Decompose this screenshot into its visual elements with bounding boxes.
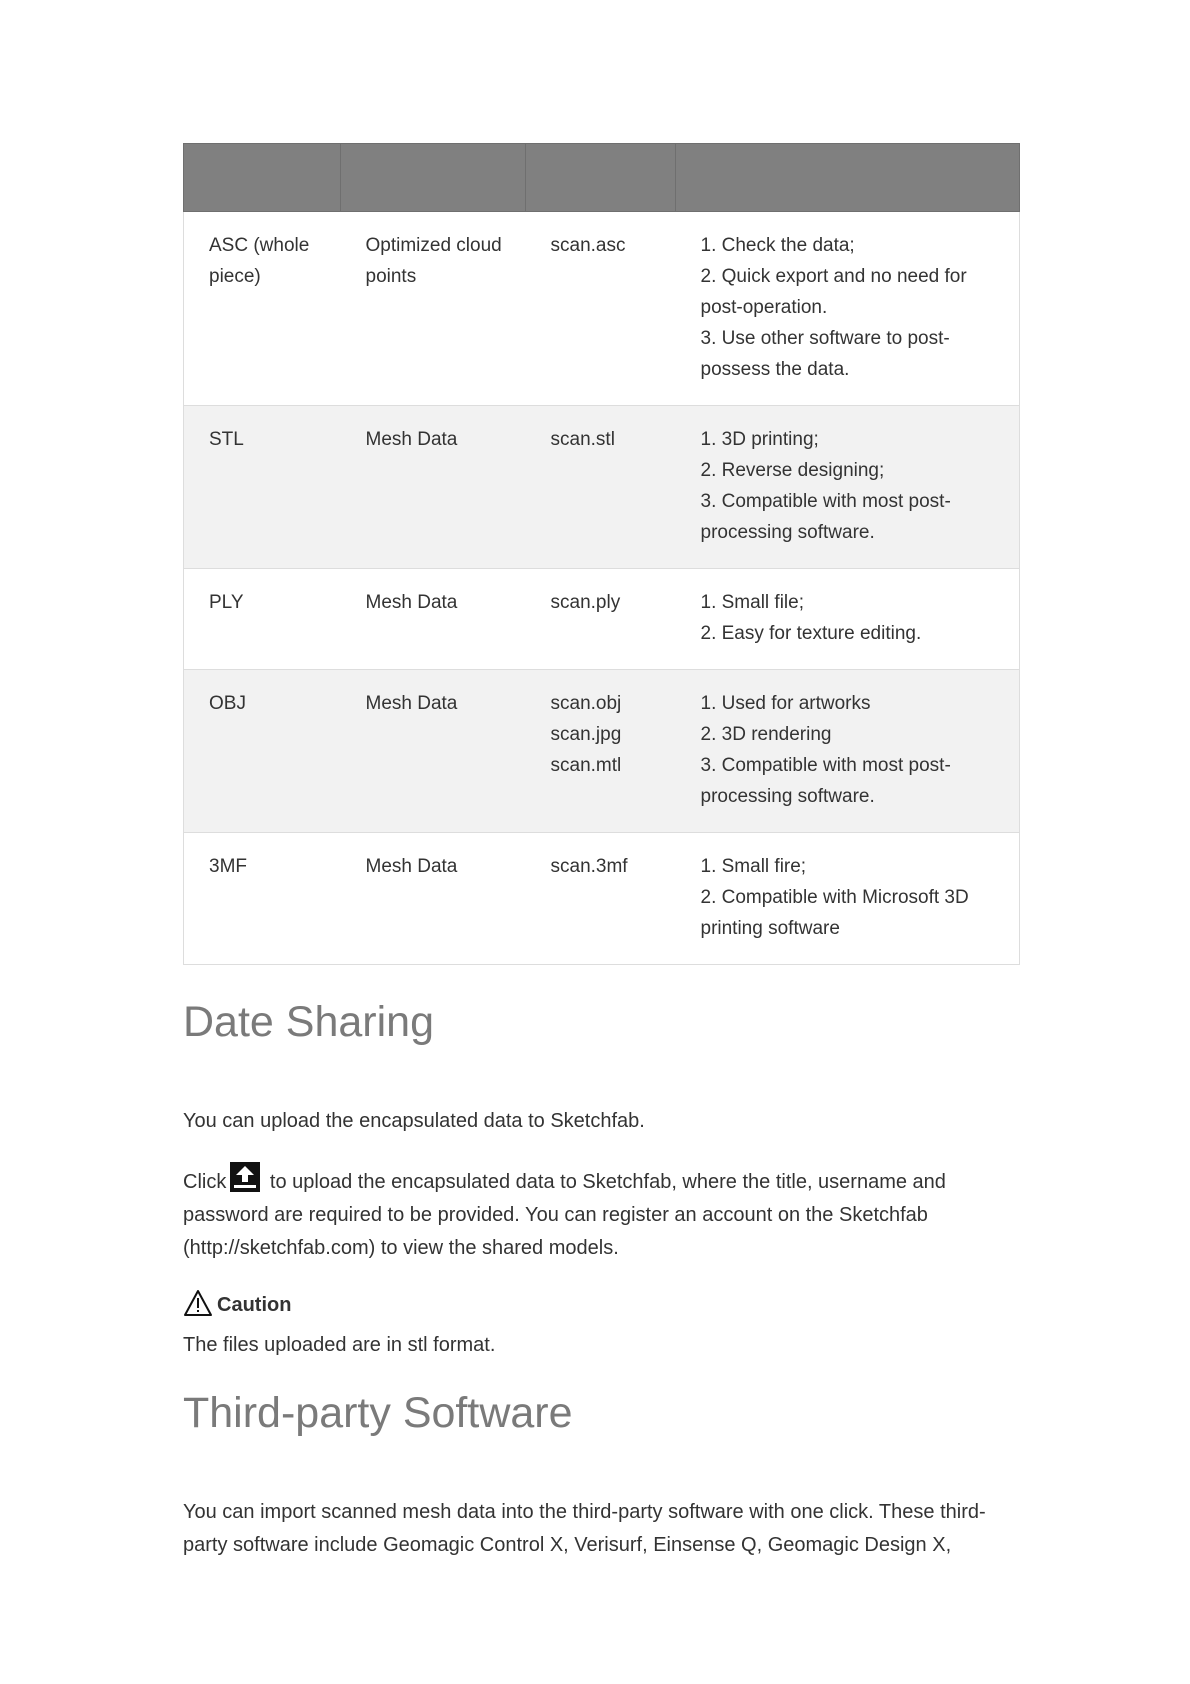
usage-line: possess the data. [700, 359, 850, 380]
format-text: OBJ [209, 693, 246, 714]
table-row [184, 406, 1020, 569]
file-name: scan.stl [550, 429, 615, 450]
data-type-text: Mesh Data [365, 592, 458, 613]
sharing-intro-text: You can upload the encapsulated data to Sketchfab. [183, 1110, 645, 1132]
caution-note [183, 1289, 1019, 1362]
usage-line: 1. Used for artworks [700, 693, 871, 714]
usage-line: 2. Compatible with Microsoft 3D [700, 887, 969, 908]
file-name: scan.jpg [550, 724, 622, 745]
table-row [184, 212, 1020, 406]
format-cell [184, 833, 341, 965]
data-type-text: points [365, 266, 417, 287]
table-header-cell [184, 144, 341, 212]
upload-instruction-text: to upload the encapsulated data to Sketchfab, where the title, username and password are required to be provided. You can register an account on the Sketchfab (http://sketchfab.com) to view the shared models. [183, 1171, 946, 1259]
usage-line: 1. Check the data; [700, 235, 855, 256]
usage-line: 2. Quick export and no need for [700, 266, 967, 287]
usage-line: processing software. [700, 786, 875, 807]
usage-line: 3. Use other software to post- [700, 328, 950, 349]
caution-header [183, 1289, 1019, 1329]
file-name: scan.ply [550, 592, 621, 613]
files-cell [526, 569, 676, 670]
third-party-text: You can import scanned mesh data into the third-party software with one click. These third-party software include Geomagic Control X, Verisurf, Einsense Q, Geomagic Design X, [183, 1501, 986, 1556]
usage-cell [676, 406, 1020, 569]
usage-line: 2. 3D rendering [700, 724, 832, 745]
section-heading-date-sharing: Date Sharing [183, 998, 434, 1046]
usage-line: 2. Easy for texture editing. [700, 623, 922, 644]
data-type-text: Mesh Data [365, 693, 458, 714]
table-header-cell [676, 144, 1020, 212]
table-row [184, 569, 1020, 670]
data-type-cell [341, 406, 526, 569]
usage-cell [676, 212, 1020, 406]
usage-line: processing software. [700, 522, 875, 543]
file-name: scan.3mf [550, 856, 628, 877]
files-cell [526, 670, 676, 833]
format-text: STL [209, 429, 244, 450]
upload-icon [230, 1162, 260, 1192]
format-cell [184, 212, 341, 406]
data-type-text: Mesh Data [365, 856, 458, 877]
data-type-text: Optimized cloud [365, 235, 502, 256]
usage-cell [676, 569, 1020, 670]
warning-icon [183, 1289, 213, 1329]
format-text: 3MF [209, 856, 247, 877]
format-cell [184, 406, 341, 569]
usage-cell [676, 833, 1020, 965]
file-name: scan.obj [550, 693, 622, 714]
click-text: Click [183, 1171, 227, 1193]
table-header-cell [526, 144, 676, 212]
usage-line: 3. Compatible with most post- [700, 755, 951, 776]
data-type-cell [341, 212, 526, 406]
format-text: PLY [209, 592, 244, 613]
export-formats-table [183, 143, 1020, 965]
format-cell [184, 569, 341, 670]
caution-title: Caution [217, 1294, 292, 1316]
document-page [183, 143, 1019, 1562]
format-text: ASC (whole [209, 235, 310, 256]
table-header-cell [341, 144, 526, 212]
files-cell [526, 406, 676, 569]
data-type-cell [341, 670, 526, 833]
usage-line: post-operation. [700, 297, 828, 318]
usage-line: 1. Small file; [700, 592, 804, 613]
table-header-row [184, 144, 1020, 212]
data-type-cell [341, 833, 526, 965]
usage-line: printing software [700, 918, 840, 939]
table-row [184, 670, 1020, 833]
caution-text: The files uploaded are in stl format. [183, 1334, 496, 1356]
section-heading-third-party: Third-party Software [183, 1389, 573, 1437]
usage-line: 1. Small fire; [700, 856, 807, 877]
data-type-text: Mesh Data [365, 429, 458, 450]
format-text: piece) [209, 266, 261, 287]
usage-line: 3. Compatible with most post- [700, 491, 951, 512]
usage-cell [676, 670, 1020, 833]
usage-line: 1. 3D printing; [700, 429, 819, 450]
format-cell [184, 670, 341, 833]
files-cell [526, 212, 676, 406]
file-name: scan.asc [550, 235, 626, 256]
file-name: scan.mtl [550, 755, 622, 776]
files-cell [526, 833, 676, 965]
table-row [184, 833, 1020, 965]
sharing-instruction-paragraph [183, 1162, 1019, 1265]
usage-line: 2. Reverse designing; [700, 460, 885, 481]
data-type-cell [341, 569, 526, 670]
